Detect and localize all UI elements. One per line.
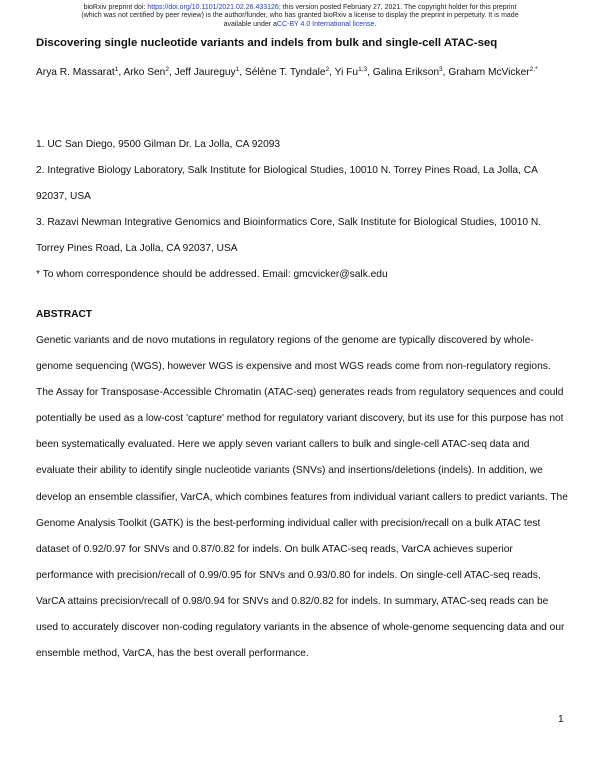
- author-name: Yi Fu: [334, 67, 359, 78]
- license-link[interactable]: CC-BY 4.0 International license: [276, 20, 375, 28]
- author-separator: ,: [168, 67, 175, 78]
- affiliation-item: 3. Razavi Newman Integrative Genomics and Bioinformatics Core, Salk Institute for Biological Studies, 10010 N. Torrey Pines Road, La Jolla, CA 92037, USA: [36, 217, 542, 254]
- author-separator: ,: [329, 67, 335, 78]
- author-separator: ,: [442, 67, 449, 78]
- author-separator: ,: [118, 67, 124, 78]
- affiliation-item: 1. UC San Diego, 9500 Gilman Dr. La Jolla, CA 92093: [36, 139, 281, 150]
- preprint-header: [60, 4, 540, 29]
- author-list: [36, 60, 566, 86]
- author-affiliation-marker: 2,*: [529, 66, 538, 73]
- license-suffix: .: [374, 20, 377, 28]
- abstract-heading: ABSTRACT: [36, 309, 93, 320]
- author-affiliation-marker: 1: [114, 66, 119, 73]
- paper-title: Discovering single nucleotide variants and indels from bulk and single-cell ATAC-seq: [36, 37, 498, 49]
- author-name: Jeff Jaureguy: [174, 67, 236, 78]
- header-line-1: [60, 4, 540, 12]
- author-affiliation-marker: 3: [439, 66, 443, 73]
- doi-link[interactable]: https://doi.org/10.1101/2021.02.26.433126: [147, 4, 279, 11]
- header-line-3: [60, 21, 540, 29]
- abstract-text: Genetic variants and de novo mutations in regulatory regions of the genome are typically discovered by whole-genome sequencing (WGS), however WGS is expensive and most WGS reads come from non-regulatory regions. The Assay for Transposase-Accessible Chromatin (ATAC-seq) generates reads from regulatory sequences and could potentially be used as a low-cost 'capture' method for regulatory variant discovery, but its use for this purpose has not been systematically evaluated. Here we apply seven variant callers to bulk and single-cell ATAC-seq data and evaluate their ability to identify single nucleotide variants (SNVs) and insertions/deletions (indels). In addition, we develop an ensemble classifier, VarCA, which combines features from individual variant callers to predict variants. The Genome Analysis Toolkit (GATK) is the best-performing individual caller with precision/recall on a bulk ATAC test dataset of 0.92/0.97 for SNVs and 0.87/0.82 for indels. On bulk ATAC-seq reads, VarCA achieves superior performance with precision/recall of 0.99/0.95 for SNVs and 0.93/0.80 for indels. On single-cell ATAC-seq reads, VarCA attains precision/recall of 0.98/0.94 for SNVs and 0.82/0.82 for indels. In summary, ATAC-seq reads can be used to accurately discover non-coding regulatory variants in the absence of whole-genome sequencing data and our ensemble method, VarCA, has the best overall performance.: [36, 335, 568, 660]
- author-name: Sélène T. Tyndale: [244, 67, 326, 78]
- author-affiliation-marker: 2: [325, 66, 330, 73]
- author-separator: ,: [367, 67, 373, 78]
- author-affiliation-marker: 1,3: [358, 66, 368, 73]
- author-name: Graham McVicker: [448, 67, 530, 78]
- license-prefix: available under a: [223, 20, 277, 28]
- affiliation-list: [36, 132, 566, 288]
- author-affiliation-marker: 2: [165, 66, 169, 73]
- header-line-2: (which was not certified by peer review) is the author/funder, who has granted bioRxiv a license to display the preprint in perpetuity. It is made: [81, 12, 519, 20]
- author-name: Arko Sen: [123, 67, 166, 78]
- affiliation-item: 2. Integrative Biology Laboratory, Salk Institute for Biological Studies, 10010 N. Torrey Pines Road, La Jolla, CA 92037, USA: [36, 165, 538, 202]
- header-suffix: ; this version posted February 27, 2021. The copyright holder for this preprint: [278, 4, 517, 11]
- author-separator: ,: [239, 67, 245, 78]
- author-name: Arya R. Massarat: [36, 67, 115, 78]
- affiliation-item: * To whom correspondence should be addressed. Email: gmcvicker@salk.edu: [36, 269, 388, 280]
- page-number: 1: [558, 714, 564, 725]
- header-prefix: bioRxiv preprint doi:: [83, 4, 148, 11]
- author-name: Galina Erikson: [372, 67, 440, 78]
- author-affiliation-marker: 1: [235, 66, 240, 73]
